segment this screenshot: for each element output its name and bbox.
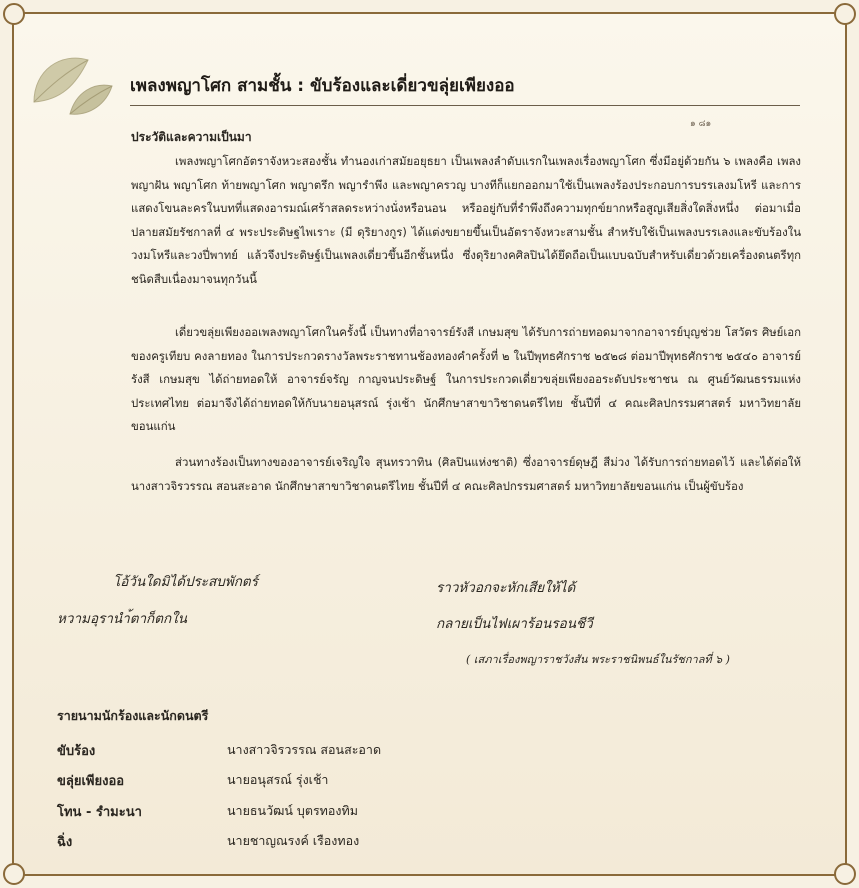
page-title: เพลงพญาโศก สามชั้น : ขับร้องและเดี่ยวขลุ่ยเพียงออ [130,72,800,106]
performer-row [57,801,557,825]
poem-source: ( เสภาเรื่องพญาราชวังสัน พระราชนิพนธ์ในรัชกาลที่ ๖ ) [466,653,730,666]
performer-row [57,770,557,794]
performer-row [57,831,557,855]
performers-heading: รายนามนักร้องและนักดนตรี [57,708,209,723]
poem-right-line-1: ราวหัวอกจะหักเสียให้ได้ [436,580,576,596]
leaf-icon [26,40,116,130]
history-paragraph-2: เดี่ยวขลุ่ยเพียงออเพลงพญาโศกในครั้งนี้ เป็นทางที่อาจารย์รังสี เกษมสุข ได้รับการถ่ายทอดมาจากอาจารย์บุญช่วย โสวัตร ศิษย์เอกของครูเทียบ คงลายทอง ในการประกวดรางวัลพระราชทานช้องทองคำครั้งที่ ๒ ในปีพุทธศักราช ๒๕๒๘ ต่อมาปีพุทธศักราช ๒๕๔๐ อาจารย์รังสี เกษมสุข ได้ถ่ายทอดให้ อาจารย์จรัญ กาญจนประดิษฐ์ ในการประกวดเดี่ยวขลุ่ยเพียงออระดับประชาชน ณ ศูนย์วัฒนธรรมแห่งประเทศไทย ต่อมาจึงได้ถ่ายทอดให้กับนายอนุสรณ์ รุ่งเช้า นักศึกษาสาขาวิชาดนตรีไทย ชั้นปีที่ ๔ คณะศิลปกรรมศาสตร์ มหาวิทยาลัยขอนแก่น [131,325,801,433]
performer-name: นายธนวัฒน์ บุตรทองทิม [227,803,358,818]
performer-name: นายอนุสรณ์ รุ่งเช้า [227,772,329,787]
performer-role: ขลุ่ยเพียงออ [57,774,125,789]
history-paragraph-3: ส่วนทางร้องเป็นทางของอาจารย์เจริญใจ สุนทรวาทิน (ศิลปินแห่งชาติ) ซึ่งอาจารย์ดุษฎี สีม่วง ได้รับการถ่ายทอดไว้ และได้ต่อให้นางสาวจิรวรรณ สอนสะอาด นักศึกษาสาขาวิชาดนตรีไทย ชั้นปีที่ ๔ คณะศิลปกรรมศาสตร์ มหาวิทยาลัยขอนแก่น เป็นผู้ขับร้อง [131,455,801,493]
poem-left-line-2: หวามอุรานำ้ตาก็ตกใน [57,611,187,627]
corner-ornament-top-right [834,3,856,25]
history-paragraph-1: เพลงพญาโศกอัตราจังหวะสองชั้น ทำนองเก่าสมัยอยุธยา เป็นเพลงลำดับแรกในเพลงเรื่องพญาโศก ซึ่งมีอยู่ด้วยกัน ๖ เพลงคือ เพลงพญาฝัน พญาโศก ท้ายพญาโศก พญาตรึก พญารำพึง และพญาครวญ บางทีก็แยกออกมาใช้เป็นเพลงร้องประกอบการบรรเลงมโหรี และการแสดงโขนละครในบทที่แสดงอารมณ์เศร้าสลดระหว่างนั่งหรือนอน หรืออยู่กับที่รำพึงถึงความทุกข์ยากหรือสูญเสียสิ่งใดสิ่งหนึ่ง ต่อมาเมื่อปลายสมัยรัชกาลที่ ๔ พระประดิษฐไพเราะ (มี ดุริยางกูร) ได้แต่งขยายขึ้นเป็นอัตราจังหวะสามชั้น สำหรับใช้เป็นเพลงบรรเลงและขับร้องในวงมโหรีและวงปี่พาทย์ แล้วจึงประดิษฐ์เป็นเพลงเดี่ยวขึ้นอีกชั้นหนึ่ง ซึ่งดุริยางคศิลปินได้ยึดถือเป็นแบบฉบับสำหรับเดี่ยวด้วยเครื่องดนตรีทุกชนิดสืบเนื่องมาจนทุกวันนี้ [131,154,801,286]
corner-ornament-bottom-left [3,863,25,885]
corner-ornament-bottom-right [834,863,856,885]
performer-row [57,740,557,764]
performer-role: ฉิ่ง [57,835,73,850]
poem-right-line-2: กลายเป็นไฟเผาร้อนรอนชีวี [436,616,593,632]
performer-name: นายชาญณรงค์ เรืองทอง [227,833,360,848]
performer-role: ขับร้อง [57,744,96,759]
performer-role: โทน - รำมะนา [57,805,142,820]
page-marker: ๑ ๘๑ [690,119,712,129]
poem-left-line-1: โอ้วันใดมิได้ประสบพักตร์ [113,574,258,590]
corner-ornament-top-left [3,3,25,25]
performer-name: นางสาวจิรวรรณ สอนสะอาด [227,742,382,757]
section-heading: ประวัติและความเป็นมา [131,130,252,144]
